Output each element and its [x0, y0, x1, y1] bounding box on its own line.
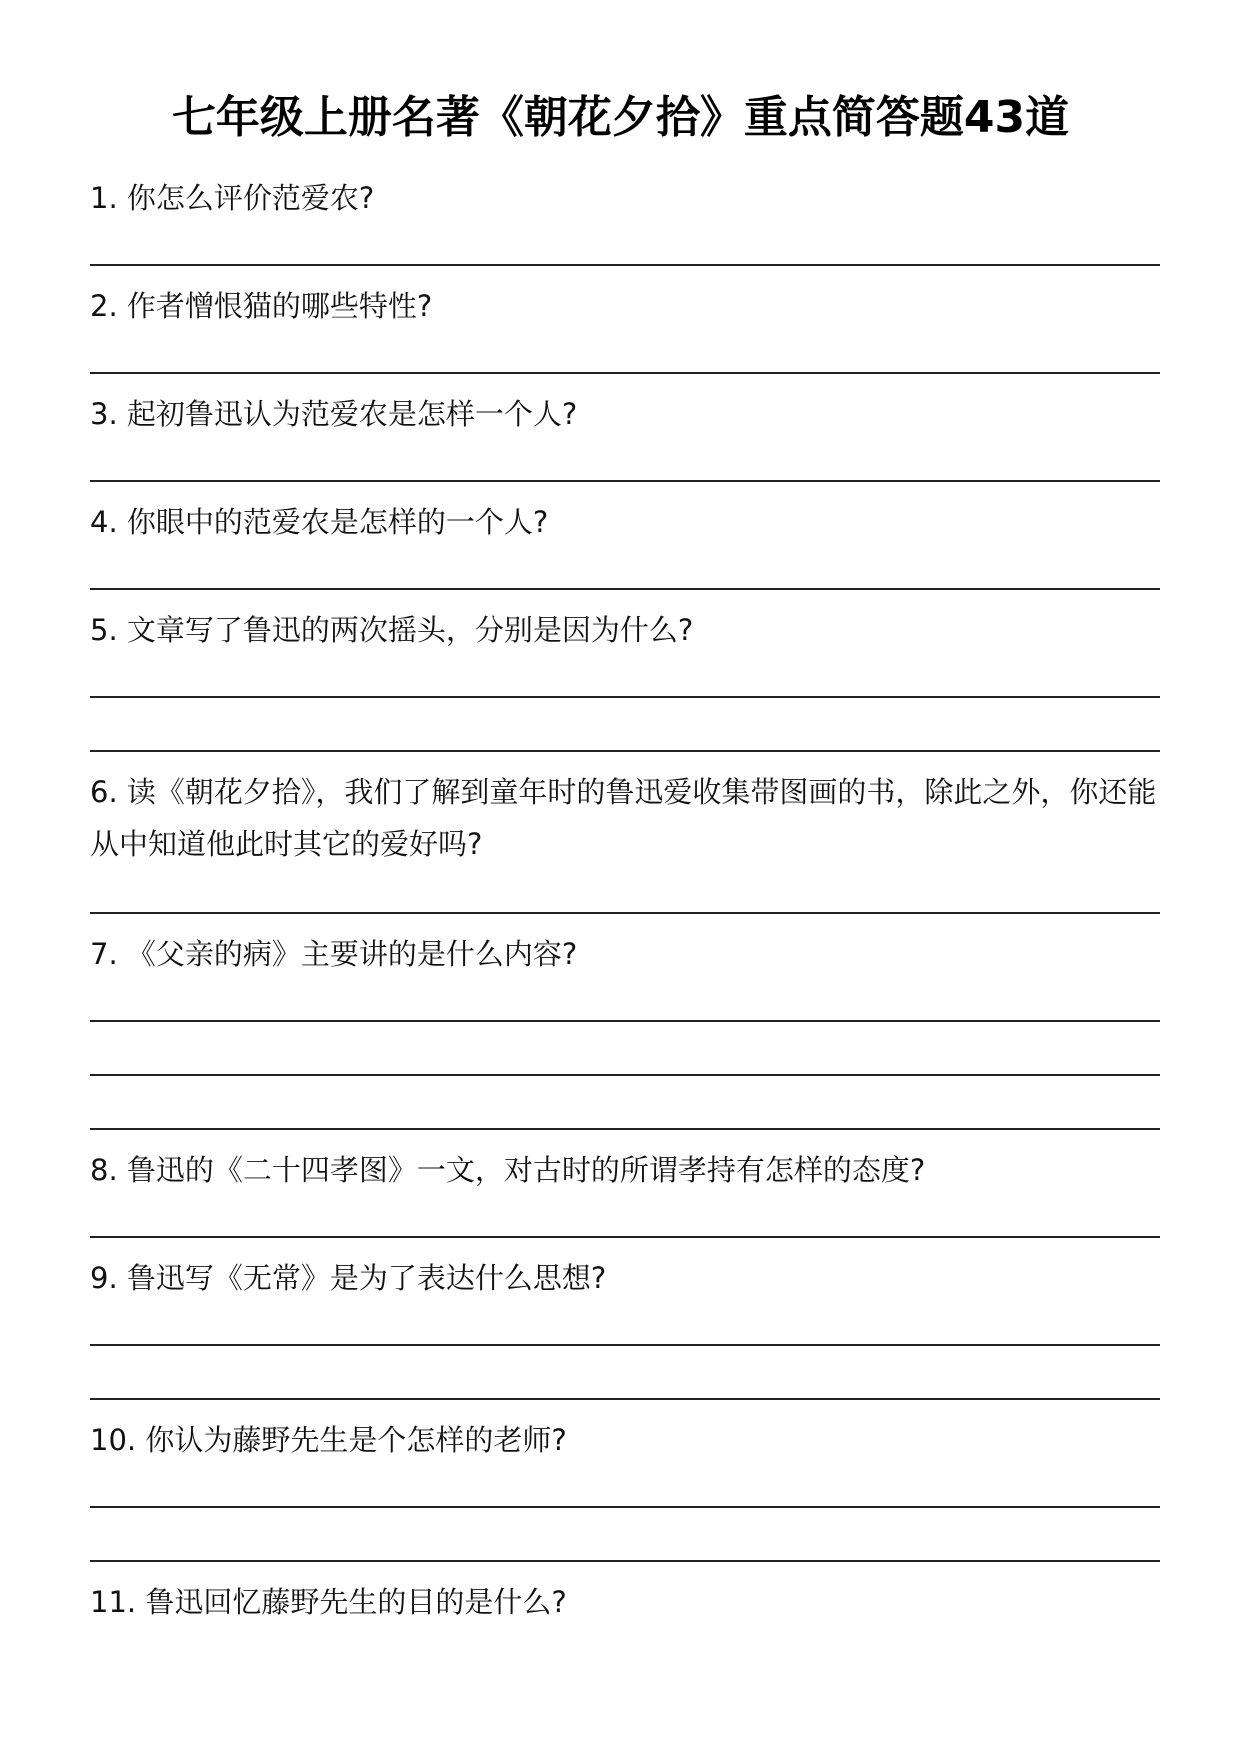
- question-2: 2. 作者憎恨猫的哪些特性?: [90, 289, 433, 323]
- answer-line: [90, 750, 1160, 752]
- question-1: 1. 你怎么评价范爱农?: [90, 181, 375, 215]
- question-7: 7. 《父亲的病》主要讲的是什么内容?: [90, 937, 578, 971]
- answer-line: [90, 1344, 1160, 1346]
- answer-line: [90, 372, 1160, 374]
- question-11: 11. 鲁迅回忆藤野先生的目的是什么?: [90, 1585, 567, 1619]
- question-3: 3. 起初鲁迅认为范爱农是怎样一个人?: [90, 397, 578, 431]
- answer-line: [90, 1128, 1160, 1130]
- question-8: 8. 鲁迅的《二十四孝图》一文，对古时的所谓孝持有怎样的态度?: [90, 1153, 926, 1187]
- answer-line: [90, 1398, 1160, 1400]
- answer-line: [90, 588, 1160, 590]
- question-10: 10. 你认为藤野先生是个怎样的老师?: [90, 1423, 567, 1457]
- answer-line: [90, 912, 1160, 914]
- page-title: 七年级上册名著《朝花夕拾》重点简答题43道: [171, 92, 1070, 143]
- question-9: 9. 鲁迅写《无常》是为了表达什么思想?: [90, 1261, 607, 1295]
- answer-line: [90, 264, 1160, 266]
- answer-line: [90, 1074, 1160, 1076]
- answer-line: [90, 480, 1160, 482]
- question-6: 6. 读《朝花夕拾》，我们了解到童年时的鲁迅爱收集带图画的书，除此之外，你还能从中知道他此时其它的爱好吗?: [90, 775, 1157, 861]
- question-5: 5. 文章写了鲁迅的两次摇头，分别是因为什么?: [90, 613, 694, 647]
- answer-line: [90, 696, 1160, 698]
- answer-line: [90, 1560, 1160, 1562]
- question-4: 4. 你眼中的范爱农是怎样的一个人?: [90, 505, 549, 539]
- answer-line: [90, 1236, 1160, 1238]
- answer-line: [90, 1020, 1160, 1022]
- answer-line: [90, 1506, 1160, 1508]
